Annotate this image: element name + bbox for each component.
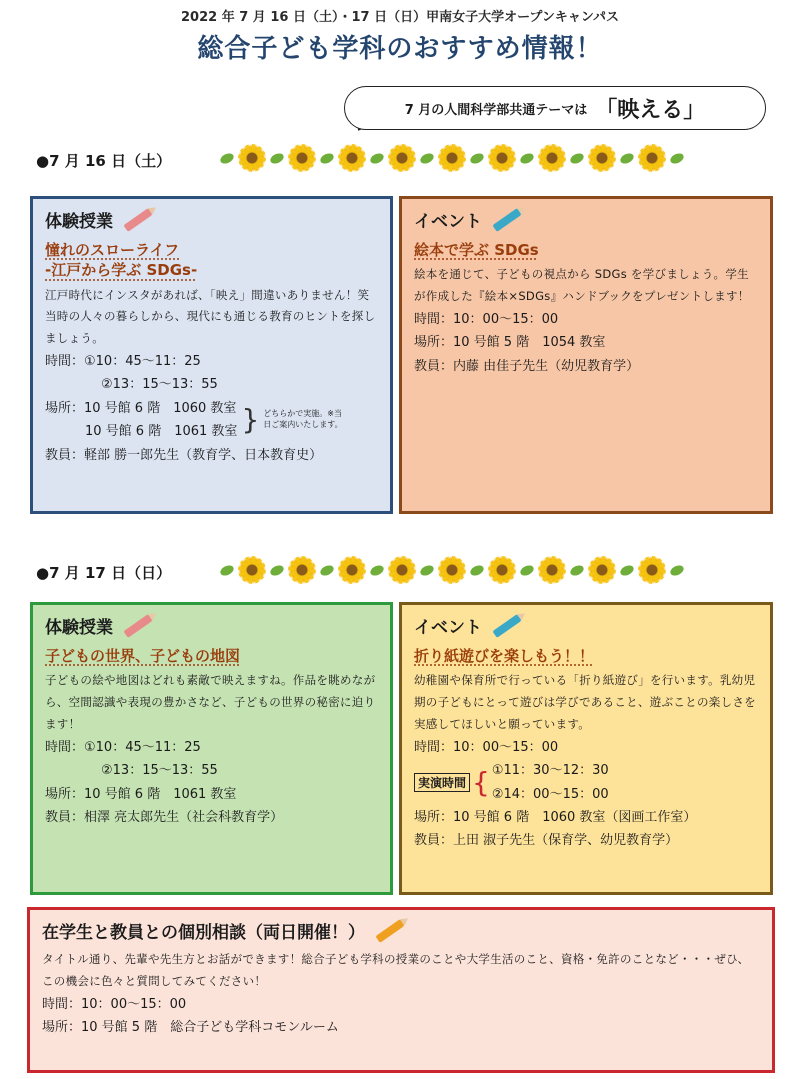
class-teacher: 教員：相澤 亮太郎先生（社会科教育学） — [45, 809, 284, 825]
date-heading-day1: ●7 月 16 日（土） — [36, 152, 172, 170]
page-subtitle: 2022 年 7 月 16 日（土）・17 日（日）甲南女子大学オープンキャンパス — [181, 10, 619, 25]
sunflower-icon — [438, 556, 466, 584]
sunflower-icon — [538, 144, 566, 172]
leaf-icon — [569, 151, 585, 165]
sunflower-icon — [388, 556, 416, 584]
class-title-line2: -江戸から学ぶ SDGs- — [45, 261, 198, 280]
event-title: 絵本で学ぶ SDGs — [414, 241, 539, 259]
day1-class-box — [30, 196, 393, 514]
sunflower-icon — [338, 556, 366, 584]
sunflower-divider — [220, 144, 684, 172]
leaf-icon — [669, 563, 685, 577]
sunflower-icon — [638, 556, 666, 584]
event-title: 折り紙遊びを楽しもう！！ — [414, 647, 595, 665]
leaf-icon — [269, 563, 285, 577]
class-time-2: ②13：15～13：55 — [101, 763, 218, 779]
consultation-box — [27, 907, 775, 1073]
leaf-icon — [419, 563, 435, 577]
class-time-2: ②13：15～13：55 — [101, 377, 218, 393]
day2-event-box — [399, 602, 773, 895]
event-place: 場所：10 号館 6 階 1060 教室（図画工作室） — [414, 809, 697, 825]
day1-event-box — [399, 196, 773, 514]
leaf-icon — [619, 151, 635, 165]
consult-heading: 在学生と教員との個別相談（両日開催！） — [42, 923, 365, 943]
class-teacher: 教員：軽部 勝一郎先生（教育学、日本教育史） — [45, 447, 323, 463]
sunflower-icon — [238, 144, 266, 172]
class-title-line1: 憧れのスローライフ — [45, 241, 180, 259]
event-description: 絵本を通じて、子どもの視点から SDGs を学びましょう。学生が作成した『絵本×SDGs』ハンドブックをプレゼントします！ — [414, 267, 750, 304]
leaf-icon — [319, 563, 335, 577]
class-time-1: 時間：①10：45～11：25 — [45, 739, 201, 755]
leaf-icon — [569, 563, 585, 577]
theme-prefix: 7 月の人間科学部共通テーマは — [404, 102, 588, 118]
pencil-icon — [492, 208, 521, 232]
consult-place: 場所：10 号館 5 階 総合子ども学科コモンルーム — [42, 1020, 339, 1036]
class-description: 子どもの絵や地図はどれも素敵で映えますね。作品を眺めながら、空間認識や表現の豊かさなど、子どもの世界の秘密に迫ります！ — [45, 673, 376, 731]
event-heading: イベント — [414, 618, 482, 638]
brace-icon: } — [241, 403, 260, 437]
class-place: 場所：10 号館 6 階 1061 教室 — [45, 786, 237, 802]
sunflower-icon — [338, 144, 366, 172]
consult-time: 時間：10：00～15：00 — [42, 996, 187, 1012]
theme-word: 「映える」 — [595, 97, 706, 123]
consult-description: タイトル通り、先輩や先生方とお話ができます！総合子ども学科の授業のことや大学生活のこと、資格・免許のことなど・・・ぜひ、この機会に色々と質問してみてください！ — [42, 952, 750, 988]
sunflower-icon — [588, 556, 616, 584]
event-time: 時間：10：00～15：00 — [414, 739, 559, 755]
pencil-icon — [375, 919, 404, 943]
class-heading: 体験授業 — [45, 618, 113, 638]
pencil-icon — [123, 208, 152, 232]
leaf-icon — [369, 563, 385, 577]
sunflower-icon — [388, 144, 416, 172]
event-time: 時間：10：00～15：00 — [414, 311, 559, 327]
demo-time-label: 実演時間 — [414, 773, 470, 792]
leaf-icon — [519, 151, 535, 165]
sunflower-icon — [538, 556, 566, 584]
leaf-icon — [369, 151, 385, 165]
leaf-icon — [519, 563, 535, 577]
leaf-icon — [469, 151, 485, 165]
event-description: 幼稚園や保育所で行っている「折り紙遊び」を行います。乳幼児期の子どもにとって遊びは学びであること、遊ぶことの楽しさを実感してほしいと願っています。 — [414, 673, 756, 731]
sunflower-icon — [288, 144, 316, 172]
leaf-icon — [319, 151, 335, 165]
sunflower-icon — [488, 556, 516, 584]
event-teacher: 教員：上田 淑子先生（保育学、幼児教育学） — [414, 833, 679, 849]
class-description: 江戸時代にインスタがあれば、「映え」間違いありません！笑 当時の人々の暮らしから、現代にも通じる教育のヒントを探しましょう。 — [45, 287, 382, 346]
demo-time-2: ②14：00～15：00 — [491, 786, 609, 802]
day2-class-box — [30, 602, 393, 895]
theme-speech-bubble — [344, 86, 766, 130]
page-title: 総合子ども学科のおすすめ情報！ — [197, 34, 603, 64]
leaf-icon — [219, 563, 235, 577]
brace-icon: { — [472, 765, 490, 799]
leaf-icon — [419, 151, 435, 165]
leaf-icon — [469, 563, 485, 577]
event-heading: イベント — [414, 212, 482, 232]
class-title: 子どもの世界、子どもの地図 — [45, 647, 241, 665]
date-heading-day2: ●7 月 17 日（日） — [36, 564, 172, 582]
class-time-1: 時間：①10：45～11：25 — [45, 354, 201, 370]
event-place: 場所：10 号館 5 階 1054 教室 — [414, 335, 606, 351]
sunflower-icon — [438, 144, 466, 172]
leaf-icon — [619, 563, 635, 577]
class-place-2: 10 号館 6 階 1061 教室 — [85, 424, 238, 440]
event-teacher: 教員：内藤 由佳子先生（幼児教育学） — [414, 358, 640, 374]
class-heading: 体験授業 — [45, 212, 113, 232]
sunflower-divider — [220, 556, 684, 584]
pencil-icon — [492, 614, 521, 638]
class-place-1: 場所：10 号館 6 階 1060 教室 — [45, 400, 237, 416]
pencil-icon — [123, 614, 152, 638]
sunflower-icon — [638, 144, 666, 172]
leaf-icon — [269, 151, 285, 165]
place-note: どちらかで実施。※当日ご案内いたします。 — [263, 409, 343, 430]
demo-time-1: ①11：30～12：30 — [491, 763, 609, 779]
sunflower-icon — [238, 556, 266, 584]
sunflower-icon — [288, 556, 316, 584]
sunflower-icon — [588, 144, 616, 172]
sunflower-icon — [488, 144, 516, 172]
leaf-icon — [219, 151, 235, 165]
leaf-icon — [669, 151, 685, 165]
